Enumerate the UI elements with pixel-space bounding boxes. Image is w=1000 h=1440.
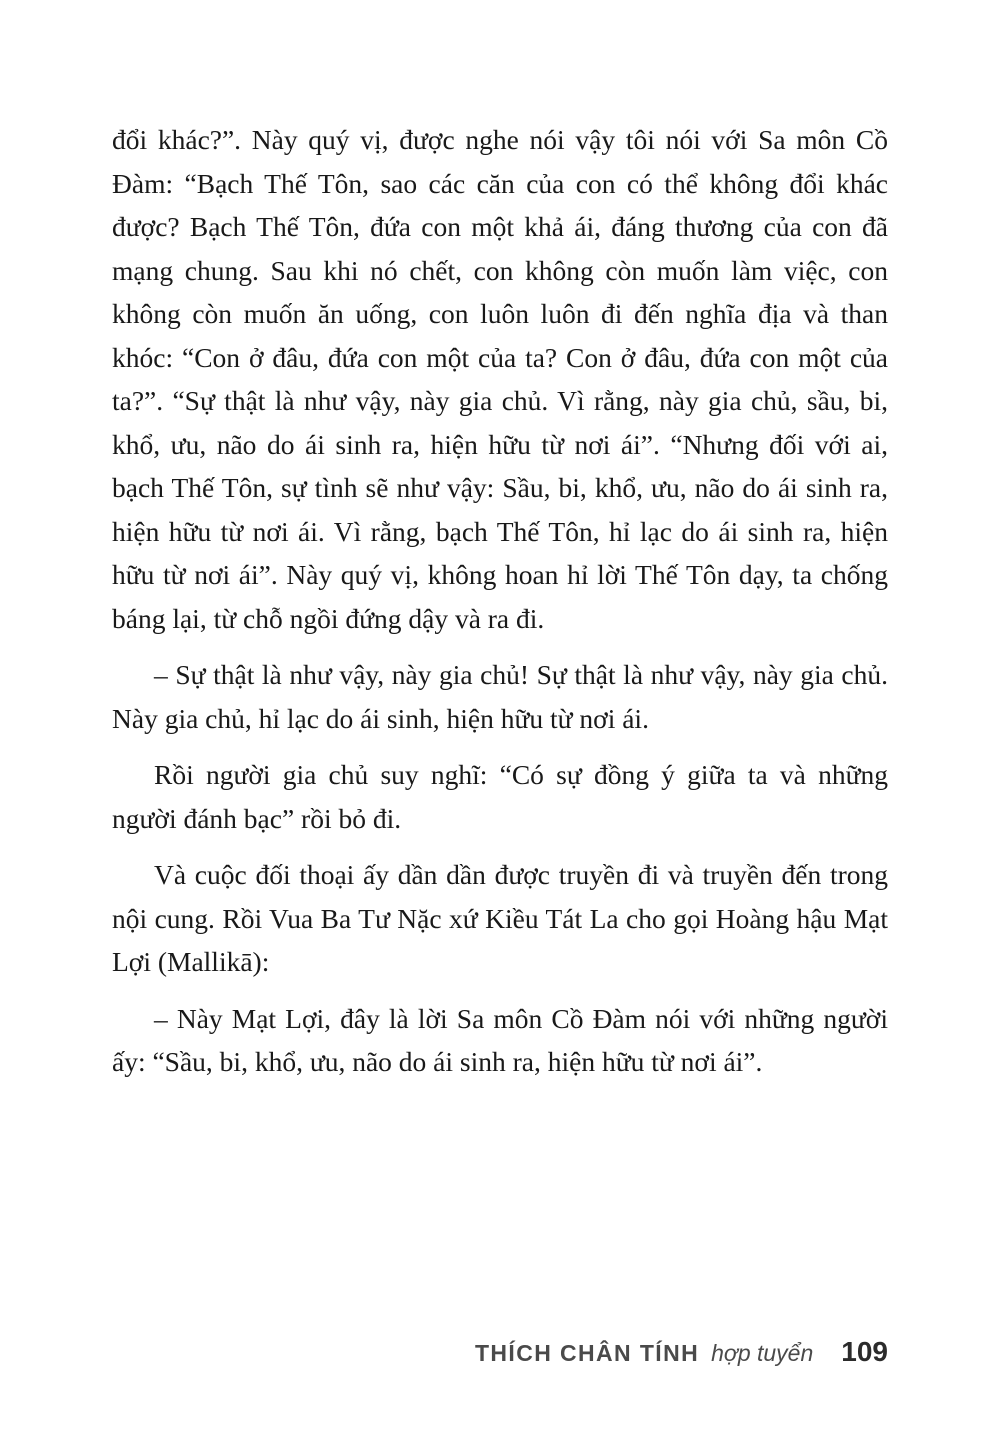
paragraph: đổi khác?”. Này quý vị, được nghe nói vậy tôi nói với Sa môn Cồ Đàm: “Bạch Thế Tôn, sao các căn của con có thể không đổi khác được? Bạch Thế Tôn, đứa con một khả ái, đáng thương của con đã mạng chung. Sau khi nó chết, con không còn muốn làm việc, con không còn muốn ăn uống, con luôn luôn đi đến nghĩa địa và than khóc: “Con ở đâu, đứa con một của ta? Con ở đâu, đứa con một của ta?”. “Sự thật là như vậy, này gia chủ. Vì rằng, này gia chủ, sầu, bi, khổ, ưu, não do ái sinh ra, hiện hữu từ nơi ái”. “Nhưng đối với ai, bạch Thế Tôn, sự tình sẽ như vậy: Sầu, bi, khổ, ưu, não do ái sinh ra, hiện hữu từ nơi ái. Vì rằng, bạch Thế Tôn, hỉ lạc do ái sinh ra, hiện hữu từ nơi ái”. Này quý vị, không hoan hỉ lời Thế Tôn dạy, ta chống báng lại, từ chỗ ngồi đứng dậy và ra đi. (112, 124, 888, 634)
paragraph: Rồi người gia chủ suy nghĩ: “Có sự đồng ý giữa ta và những người đánh bạc” rồi bỏ đi. (112, 759, 888, 834)
paragraph: – Này Mạt Lợi, đây là lời Sa môn Cồ Đàm nói với những người ấy: “Sầu, bi, khổ, ưu, não do ái sinh ra, hiện hữu từ nơi ái”. (112, 1002, 888, 1077)
footer-author: THÍCH CHÂN TÍNH (474, 1340, 700, 1366)
page-number: 109 (841, 1336, 888, 1367)
page-footer (112, 1336, 888, 1368)
paragraph: – Sự thật là như vậy, này gia chủ! Sự thật là như vậy, này gia chủ. Này gia chủ, hỉ lạc do ái sinh, hiện hữu từ nơi ái. (112, 659, 888, 734)
footer-subtitle: hợp tuyển (711, 1340, 814, 1366)
paragraph: Và cuộc đối thoại ấy dần dần được truyền đi và truyền đến trong nội cung. Rồi Vua Ba Tư Nặc xứ Kiều Tát La cho gọi Hoàng hậu Mạt Lợi (Mallikā): (112, 859, 888, 977)
page-body (112, 118, 888, 1084)
